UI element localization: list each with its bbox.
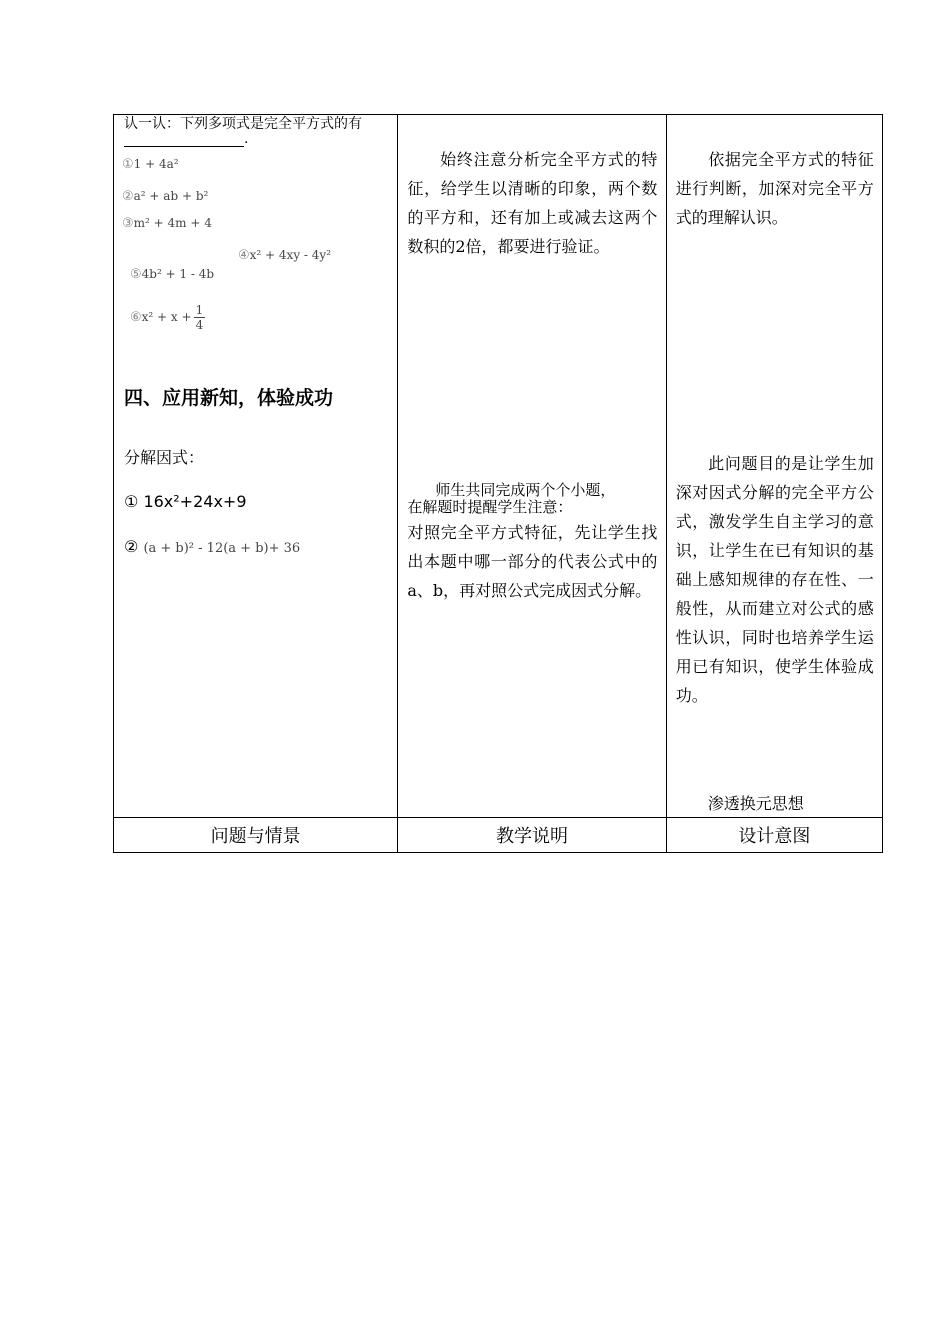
factor-prompt: 分解因式： — [124, 448, 205, 467]
item-5: ⑤4b² + 1 - 4b — [130, 267, 215, 282]
header-design: 设计意图 — [666, 818, 882, 853]
design-intent-cell — [666, 115, 882, 818]
exercise-1: ① 16x²+24x+9 — [124, 492, 247, 511]
header-teaching: 教学说明 — [398, 818, 666, 853]
teaching-note-2-line1: 师生共同完成两个个小题， — [435, 481, 616, 499]
content-row — [114, 115, 883, 818]
teaching-notes-cell — [398, 115, 666, 818]
teaching-note-2-line2: 在解题时提醒学生注意： — [407, 498, 573, 516]
item-1: ①1 + 4a² — [122, 157, 179, 172]
item-4: ④x² + 4xy - 4y² — [238, 248, 332, 263]
section-heading: 四、应用新知，体验成功 — [124, 387, 334, 409]
fraction: $\frac{1}{4}$ — [195, 303, 204, 332]
teaching-note-2: 对照完全平方式特征，先让学生找出本题中哪一部分的代表公式中的a、b，再对照公式完成因式分解。 — [407, 523, 658, 600]
design-note-2: 此问题目的是让学生加深对因式分解的完全平方公式，激发学生自主学习的意识，让学生在已有知识的基础上感知规律的存在性、一般性，从而建立对公式的感性认识，同时也培养学生运用已有知识，使学生体验成功。 — [675, 454, 874, 705]
intro-text: 认一认：下列多项式是完全平方式的有. — [124, 116, 362, 147]
answer-blank — [124, 134, 244, 147]
header-problem: 问题与情景 — [114, 818, 398, 853]
design-note-3: 渗透换元思想 — [707, 794, 804, 813]
item-6: ⑥x² + x + $\frac{1}{4}$ — [130, 303, 204, 332]
design-note-1: 依据完全平方式的特征进行判断，加深对完全平方式的理解认识。 — [675, 150, 874, 227]
teaching-note-1: 始终注意分析完全平方式的特征，给学生以清晰的印象，两个数的平方和，还有加上或减去这两个数积的2倍，都要进行验证。 — [407, 150, 658, 256]
problem-cell — [114, 115, 398, 818]
lesson-table — [113, 114, 883, 853]
item-2: ②a² + ab + b² — [122, 189, 209, 204]
header-row — [114, 818, 883, 853]
exercise-2: ② (a + b)² - 12(a + b)+ 36 — [124, 537, 301, 556]
item-3: ③m² + 4m + 4 — [122, 216, 212, 231]
